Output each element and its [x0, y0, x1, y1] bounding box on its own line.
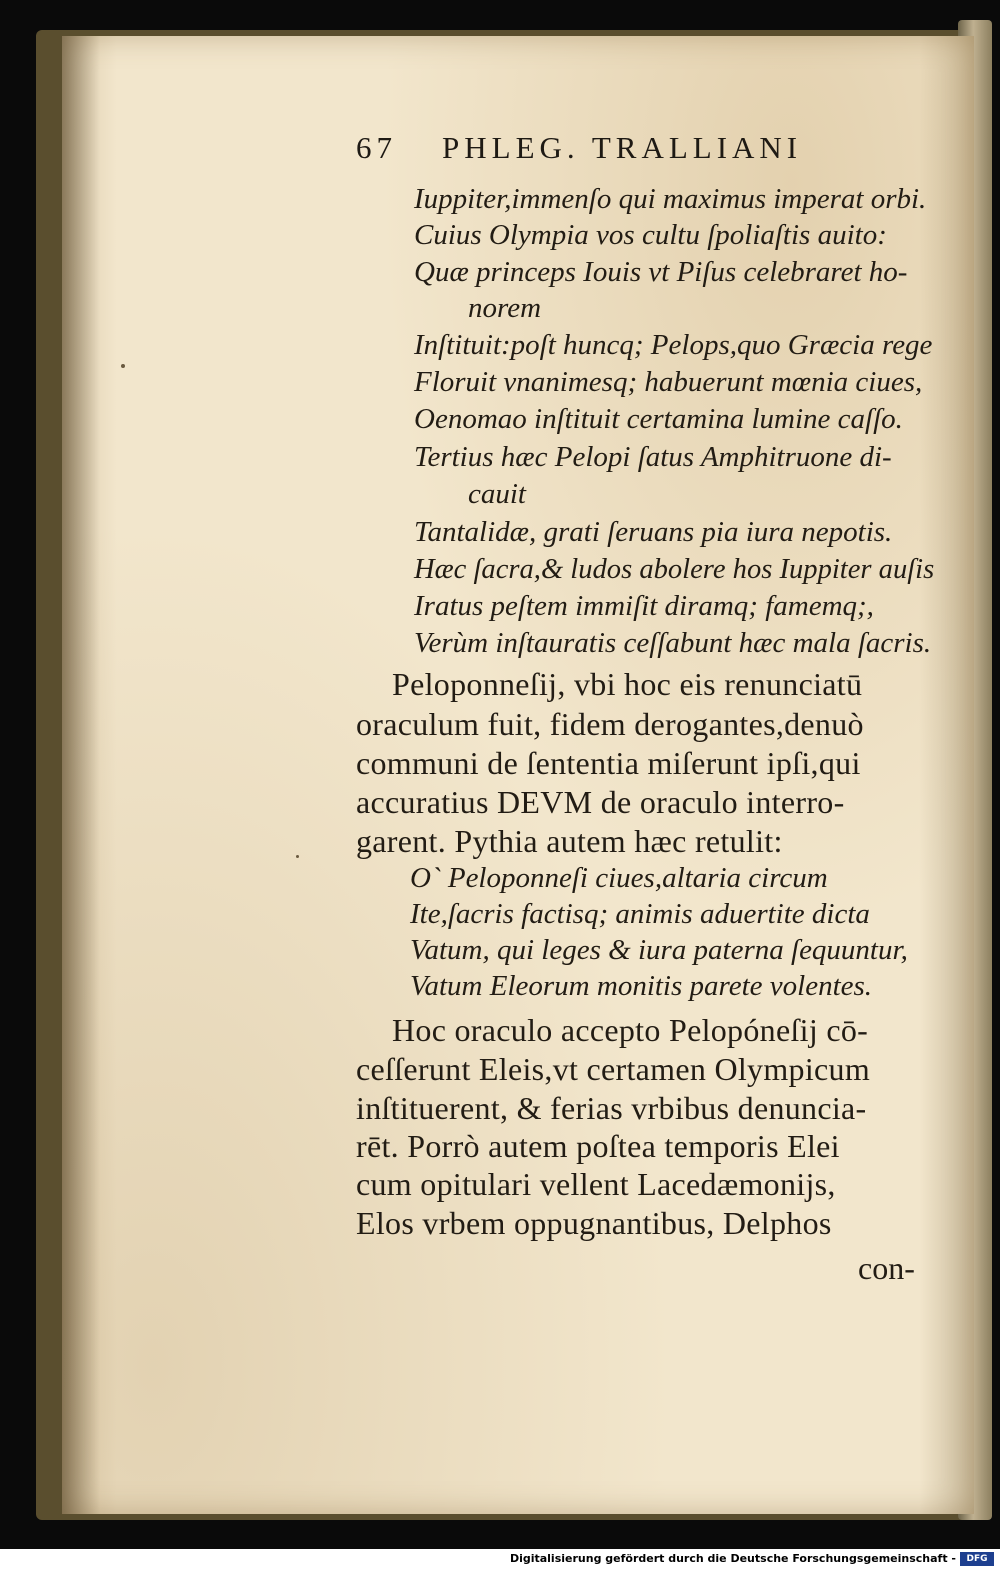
- footer-credit: Digitalisierung gefördert durch die Deutsche Forschungsgemeinschaft -: [509, 1552, 956, 1565]
- text-line: cum opitulari vellent Lacedæmonijs,: [356, 1166, 836, 1202]
- text-line: Verùm inſtauratis ceſſabunt hæc mala ſacris.: [414, 627, 932, 659]
- text-line: oraculum fuit, fidem derogantes,denuò: [356, 706, 864, 742]
- text-line: accuratius DEVM de oraculo interro-: [356, 784, 845, 820]
- text-line: Hæc ſacra,& ludos abolere hos Iuppiter auſis: [414, 553, 935, 585]
- text-line: communi de ſententia miſerunt ipſi,qui: [356, 745, 861, 781]
- text-line: Oenomao inſtituit certamina lumine caſſo.: [414, 403, 903, 435]
- text-line: Ite,ſacris factisq; animis aduertite dicta: [410, 898, 870, 930]
- text-line: Peloponneſij, vbi hoc eis renunciatū: [392, 666, 863, 702]
- gutter-shadow: [62, 36, 100, 1514]
- page-number: 67: [356, 130, 397, 165]
- paper-speck: [121, 364, 125, 368]
- text-line: Hoc oraculo accepto Pelopóneſij cō-: [392, 1012, 869, 1048]
- paper-speck: [296, 855, 299, 858]
- text-line: Vatum Eleorum monitis parete volentes.: [410, 970, 873, 1002]
- text-line: Cuius Olympia vos cultu ſpoliaſtis auito:: [414, 219, 887, 251]
- text-line: Quæ princeps Iouis vt Piſus celebraret ho-: [414, 256, 908, 288]
- running-header: [356, 130, 896, 174]
- text-line: Vatum, qui leges & iura paterna ſequuntur,: [410, 934, 908, 966]
- text-line: Tantalidæ, grati ſeruans pia iura nepotis.: [414, 516, 893, 548]
- text-line: Elos vrbem oppugnantibus, Delphos: [356, 1205, 832, 1241]
- running-title: PHLEG. TRALLIANI: [442, 130, 803, 165]
- text-line: ceſſerunt Eleis,vt certamen Olympicum: [356, 1051, 871, 1087]
- text-line: Iratus peſtem immiſit diramq; famemq;,: [414, 590, 874, 622]
- text-line: garent. Pythia autem hæc retulit:: [356, 823, 783, 859]
- text-line: O` Peloponneſi ciues,altaria circum: [410, 862, 828, 894]
- text-line: Inſtituit:poſt huncq; Pelops,quo Græcia rege: [414, 329, 933, 361]
- text-line: rēt. Porrò autem poſtea temporis Elei: [356, 1128, 840, 1164]
- text-line: Tertius hæc Pelopi ſatus Amphitruone di-: [414, 441, 892, 473]
- text-line: cauit: [468, 478, 526, 510]
- text-line: inſtituerent, & ferias vrbibus denuncia-: [356, 1090, 867, 1126]
- text-line: Floruit vnanimesq; habuerunt mœnia ciues,: [414, 366, 923, 398]
- text-line: Iuppiter,immenſo qui maximus imperat orbi.: [414, 183, 927, 215]
- text-line: norem: [468, 292, 542, 324]
- catchword: con-: [858, 1250, 915, 1286]
- dfg-logo: DFG: [960, 1552, 994, 1566]
